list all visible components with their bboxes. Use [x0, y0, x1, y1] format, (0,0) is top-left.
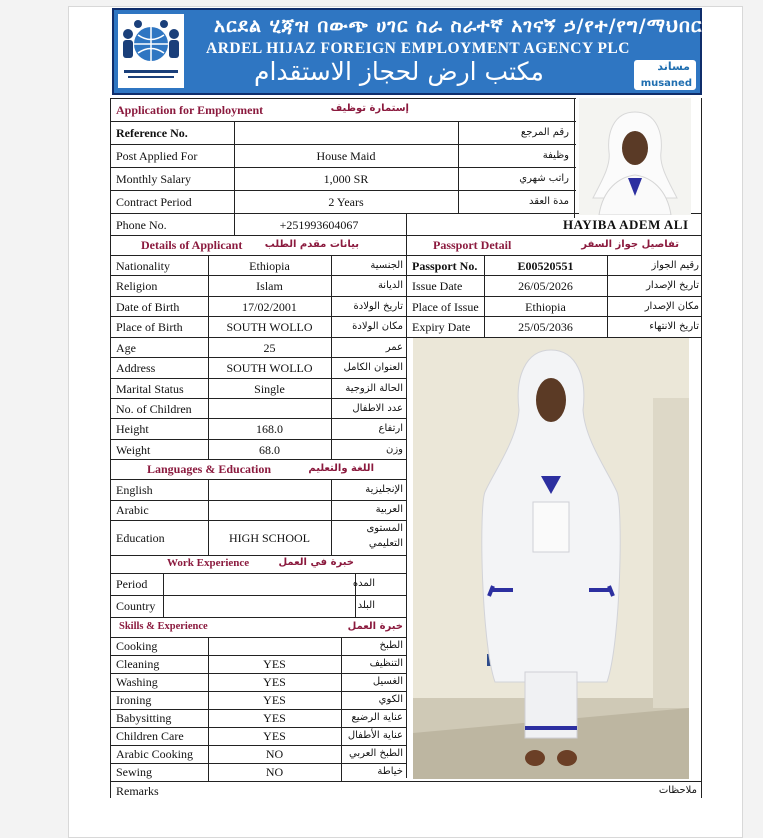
detail-value: Islam: [256, 279, 283, 293]
skill-label-ar: الغسيل: [372, 676, 403, 687]
applicant-section-title-ar: بيانات مقدم الطلب: [264, 239, 359, 250]
language-label-ar-2: التعليمي: [368, 538, 403, 549]
remarks-label-ar: ملاحظات: [658, 785, 697, 796]
row-divider: [406, 275, 702, 276]
skill-label-ar: الطبخ: [379, 640, 403, 651]
applicant-portrait-photo: [579, 98, 691, 215]
detail-label-ar: الجنسية: [370, 260, 403, 271]
detail-value: 17/02/2001: [242, 300, 297, 314]
applicant-full-body-photo: [413, 338, 689, 779]
field-value: 1,000 SR: [323, 172, 369, 186]
row-divider: [406, 316, 702, 317]
row-divider: [110, 459, 406, 460]
passport-label: Passport No.: [412, 259, 478, 273]
row-divider: [110, 439, 406, 440]
passport-label: Expiry Date: [412, 320, 471, 334]
remarks-label: Remarks: [116, 784, 159, 798]
detail-label-ar: الحالة الزوجية: [345, 383, 403, 394]
passport-label: Place of Issue: [412, 300, 479, 314]
row-divider: [110, 255, 406, 256]
detail-label: Address: [116, 361, 156, 375]
passport-section-title: Passport Detail: [433, 238, 512, 252]
language-label-ar: المستوى: [366, 523, 403, 534]
row-divider: [110, 479, 406, 480]
passport-value: 26/05/2026: [518, 279, 573, 293]
row-divider: [406, 255, 702, 256]
row-divider: [110, 673, 406, 674]
detail-label: Nationality: [116, 259, 170, 273]
agency-name-english: ARDEL HIJAZ FOREIGN EMPLOYMENT AGENCY PLC: [206, 40, 630, 57]
skill-value: YES: [263, 657, 286, 671]
application-title-ar: إستمارة توظيف: [330, 103, 409, 114]
skill-label-ar: عناية الرضيع: [351, 712, 403, 723]
detail-label-ar: ارتفاع: [378, 423, 403, 434]
skill-label: Babysitting: [116, 711, 172, 725]
detail-label-ar: عمر: [385, 342, 403, 353]
row-divider: [110, 98, 576, 99]
passport-label: Issue Date: [412, 279, 463, 293]
field-value: 2 Years: [328, 195, 364, 209]
field-label-ar: مدة العقد: [529, 196, 569, 207]
skill-label-ar: الطبخ العربي: [349, 748, 403, 759]
skill-label: Children Care: [116, 729, 184, 743]
row-divider: [110, 121, 576, 122]
column-divider: [574, 98, 575, 218]
skill-label: Sewing: [116, 765, 152, 779]
detail-label: Weight: [116, 443, 151, 457]
row-divider: [110, 378, 406, 379]
work-label-ar: المده: [352, 578, 375, 589]
detail-value: SOUTH WOLLO: [226, 320, 313, 334]
phone-value: +251993604067: [279, 218, 359, 232]
detail-label: Religion: [116, 279, 158, 293]
skill-label: Cooking: [116, 639, 158, 653]
row-divider: [110, 691, 406, 692]
detail-value: 25: [263, 341, 276, 355]
row-divider: [110, 275, 406, 276]
detail-label: Height: [116, 422, 149, 436]
language-label: English: [116, 482, 153, 497]
skill-value: YES: [263, 693, 286, 707]
row-divider: [110, 520, 406, 521]
language-value: HIGH SCHOOL: [229, 530, 310, 545]
phone-label: Phone No.: [116, 218, 167, 232]
detail-label: Age: [116, 341, 136, 355]
agency-name-amharic: አርደል ሂጃዝ በውጭ ሀገር ስራ ስራተኛ አገናኝ ኃ/የተ/የግ/ማህበር: [214, 15, 703, 37]
row-divider: [110, 337, 406, 338]
skill-label-ar: عناية الأطفال: [347, 730, 403, 741]
skill-label: Arabic Cooking: [116, 747, 193, 761]
detail-value: 68.0: [259, 443, 280, 457]
detail-label-ar: العنوان الكامل: [343, 362, 403, 373]
field-label: Post Applied For: [116, 149, 198, 163]
row-divider: [110, 357, 406, 358]
work-label: Country: [116, 599, 156, 613]
skill-label: Washing: [116, 675, 158, 689]
row-divider: [110, 763, 406, 764]
passport-value: E00520551: [517, 259, 574, 273]
skill-value: YES: [263, 675, 286, 689]
row-divider: [110, 745, 406, 746]
row-divider: [110, 190, 576, 191]
skill-value: NO: [265, 765, 284, 779]
detail-value: Single: [254, 382, 285, 396]
field-label-ar: راتب شهري: [519, 173, 569, 184]
field-label-ar: رقم المرجع: [520, 127, 569, 138]
field-label: Contract Period: [116, 195, 192, 209]
row-divider: [110, 418, 406, 419]
skill-label-ar: خياطة: [377, 766, 403, 777]
passport-label-ar: تاريخ الإصدار: [646, 280, 699, 291]
detail-label: Date of Birth: [116, 300, 180, 314]
row-divider: [110, 595, 406, 596]
field-label-ar: وظيفة: [542, 150, 569, 161]
row-divider: [110, 296, 406, 297]
field-label: Monthly Salary: [116, 172, 191, 186]
detail-label: No. of Children: [116, 402, 192, 416]
language-label: Education: [116, 530, 165, 545]
row-divider: [110, 637, 406, 638]
field-label: Reference No.: [116, 126, 188, 140]
passport-section-title-ar: تفاصيل جواز السفر: [581, 239, 679, 250]
languages-section-title-ar: اللغة والتعليم: [308, 463, 374, 474]
row-divider: [110, 573, 406, 574]
passport-value: 25/05/2036: [518, 320, 573, 334]
row-divider: [110, 316, 406, 317]
work-label: Period: [116, 577, 148, 591]
detail-label: Marital Status: [116, 382, 184, 396]
language-label-ar: العربية: [375, 504, 403, 515]
skill-label-ar: التنظيف: [369, 658, 403, 669]
detail-label-ar: وزن: [385, 444, 403, 455]
detail-label-ar: عدد الاطفال: [352, 403, 403, 414]
column-divider: [110, 98, 111, 798]
applicant-name: HAYIBA ADEM ALI: [563, 217, 689, 232]
row-divider: [110, 398, 406, 399]
detail-label-ar: مكان الولادة: [352, 321, 403, 332]
languages-section-title: Languages & Education: [147, 462, 272, 476]
skills-section-title: Skills & Experience: [119, 621, 208, 632]
skill-value: YES: [263, 729, 286, 743]
row-divider: [110, 617, 406, 618]
agency-name-arabic: مكتب ارض لحجاز الاستقدام: [254, 57, 544, 86]
detail-label-ar: الديانة: [377, 280, 403, 291]
field-value: House Maid: [316, 149, 376, 163]
detail-label-ar: تاريخ الولادة: [353, 301, 403, 312]
row-divider: [110, 727, 406, 728]
row-divider: [110, 167, 576, 168]
row-divider: [110, 144, 576, 145]
skill-label-ar: الكوي: [378, 694, 403, 705]
passport-value: Ethiopia: [525, 300, 566, 314]
row-divider: [110, 500, 406, 501]
column-divider: [406, 213, 407, 778]
passport-label-ar: تاريخ الانتهاء: [649, 321, 699, 332]
detail-label: Place of Birth: [116, 320, 183, 334]
row-divider: [110, 709, 406, 710]
work-label-ar: البلد: [357, 600, 375, 611]
column-divider: [701, 98, 702, 798]
skills-section-title-ar: خبرة العمل: [347, 621, 403, 632]
detail-value: 168.0: [256, 422, 283, 436]
application-title: Application for Employment: [116, 103, 264, 117]
detail-value: SOUTH WOLLO: [226, 361, 313, 375]
applicant-section-title: Details of Applicant: [141, 238, 243, 252]
row-divider: [110, 555, 406, 556]
skill-label: Cleaning: [116, 657, 160, 671]
passport-label-ar: رقيم الجواز: [651, 260, 699, 271]
work-section-title-ar: خبرة في العمل: [278, 557, 354, 568]
detail-value: Ethiopia: [249, 259, 290, 273]
passport-label-ar: مكان الإصدار: [644, 301, 699, 312]
language-label: Arabic: [116, 503, 149, 517]
language-label-ar: الإنجليزية: [365, 483, 403, 495]
skill-label: Ironing: [116, 693, 152, 707]
application-form: [68, 6, 743, 838]
musaned-logo: مساند musaned: [634, 60, 696, 90]
skill-value: YES: [263, 711, 286, 725]
skill-value: NO: [265, 747, 284, 761]
work-section-title: Work Experience: [167, 557, 250, 569]
row-divider: [110, 655, 406, 656]
row-divider: [110, 781, 702, 782]
row-divider: [406, 296, 702, 297]
